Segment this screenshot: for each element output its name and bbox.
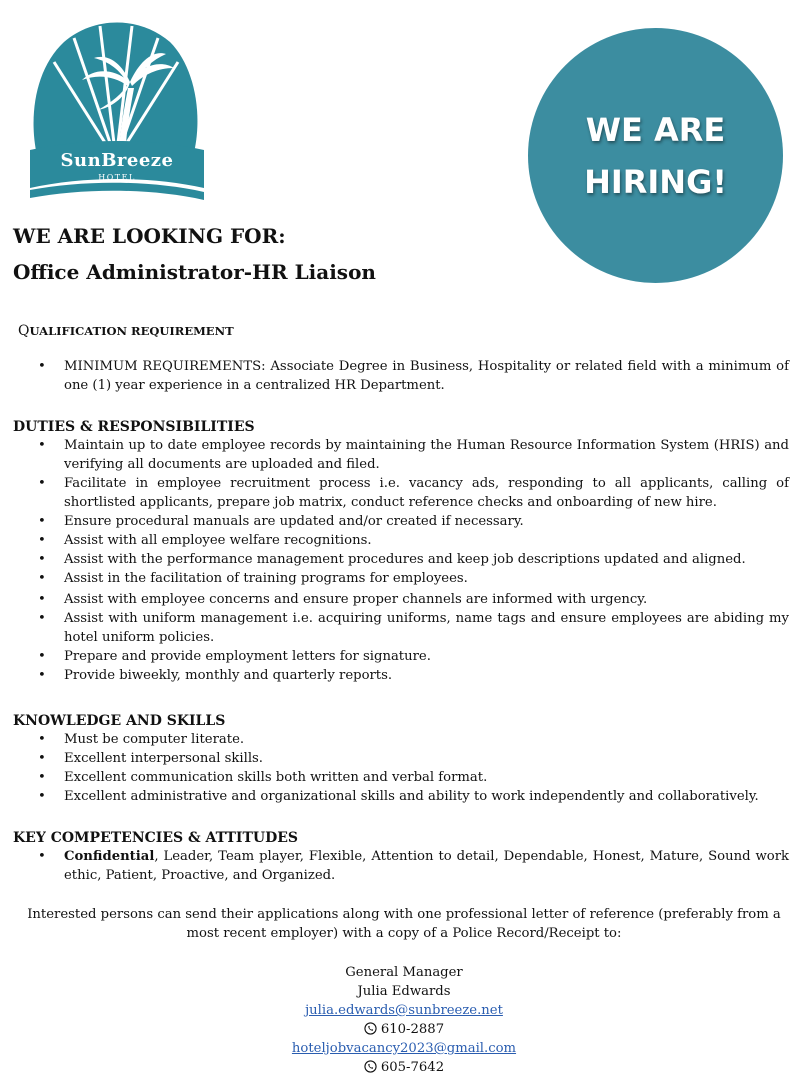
list-item: • Maintain up to date employee records by maintaining the Human Resource Information System (HRIS) and verifying all documents are uploaded and filed. (13, 436, 789, 474)
list-item: • Assist with all employee welfare recognitions. (13, 531, 789, 550)
qualification-title: QUALIFICATION REQUIREMENT (18, 323, 234, 339)
phone-row-2 (0, 1058, 808, 1077)
qualification-list (13, 357, 789, 395)
knowledge-section (13, 712, 789, 806)
duties-list (13, 436, 789, 685)
duties-title: DUTIES & RESPONSIBILITIES (13, 419, 255, 435)
qualification-section (13, 322, 789, 395)
competency-lead: Confidential (64, 849, 155, 864)
knowledge-title: KNOWLEDGE AND SKILLS (13, 713, 226, 729)
list-item (13, 847, 789, 885)
contact-name: Julia Edwards (357, 984, 451, 999)
contact-title: General Manager (345, 965, 463, 980)
whatsapp-icon (364, 1060, 377, 1073)
knowledge-list (13, 730, 789, 806)
list-item: • Ensure procedural manuals are updated and/or created if necessary. (13, 512, 789, 531)
list-item: • Facilitate in employee recruitment process i.e. vacancy ads, responding to all applicants, calling of shortlisted applicants, prepare job matrix, conduct reference checks and onboarding of new hire. (13, 474, 789, 512)
list-item: • MINIMUM REQUIREMENTS: Associate Degree in Business, Hospitality or related field with a minimum of one (1) year experience in a centralized HR Department. (13, 357, 789, 395)
phone-number-1: 610-2887 (380, 1022, 445, 1037)
list-item: • Assist with employee concerns and ensure proper channels are informed with urgency. (13, 590, 789, 609)
list-item: • Excellent administrative and organizational skills and ability to work independently and collaboratively. (13, 787, 789, 806)
contact-block (0, 963, 808, 1077)
list-item: • Provide biweekly, monthly and quarterly reports. (13, 666, 789, 685)
list-item: • Excellent communication skills both written and verbal format. (13, 768, 789, 787)
hotel-logo (24, 10, 210, 206)
competencies-section (13, 829, 789, 885)
duties-section (13, 418, 789, 685)
logo-subtitle: HOTEL (98, 173, 136, 182)
list-item: • Assist with uniform management i.e. acquiring uniforms, name tags and ensure employees are abiding my hotel uniform policies. (13, 609, 789, 647)
email-link-1[interactable]: julia.edwards@sunbreeze.net (305, 1003, 503, 1018)
hiring-line-1: WE ARE (585, 110, 726, 149)
list-item: • Excellent interpersonal skills. (13, 749, 789, 768)
whatsapp-icon (364, 1022, 377, 1035)
phone-row-1 (0, 1020, 808, 1039)
list-item: • Assist with the performance management procedures and keep job descriptions updated and aligned. (13, 550, 789, 569)
logo-brand-name: SunBreeze (60, 150, 174, 171)
competency-rest: , Leader, Team player, Flexible, Attention to detail, Dependable, Honest, Mature, Sound work ethic, Patient, Proactive, and Organized. (64, 849, 789, 883)
closing-paragraph: Interested persons can send their applications along with one professional letter of reference (preferably from a most recent employer) with a copy of a Police Record/Receipt to: (27, 907, 781, 941)
list-item: • Assist in the facilitation of training programs for employees. (13, 569, 789, 588)
hiring-line-2: HIRING! (584, 162, 727, 201)
email-link-2[interactable]: hoteljobvacancy2023@gmail.com (291, 1041, 517, 1056)
list-item: • Prepare and provide employment letters for signature. (13, 647, 789, 666)
competencies-title: KEY COMPETENCIES & ATTITUDES (13, 830, 299, 846)
position-title: Office Administrator-HR Liaison (13, 260, 376, 284)
list-item: • Must be computer literate. (13, 730, 789, 749)
competencies-list (13, 847, 789, 885)
hiring-badge (528, 28, 783, 283)
looking-for-heading: WE ARE LOOKING FOR: (13, 224, 286, 248)
phone-number-2: 605-7642 (380, 1060, 445, 1075)
